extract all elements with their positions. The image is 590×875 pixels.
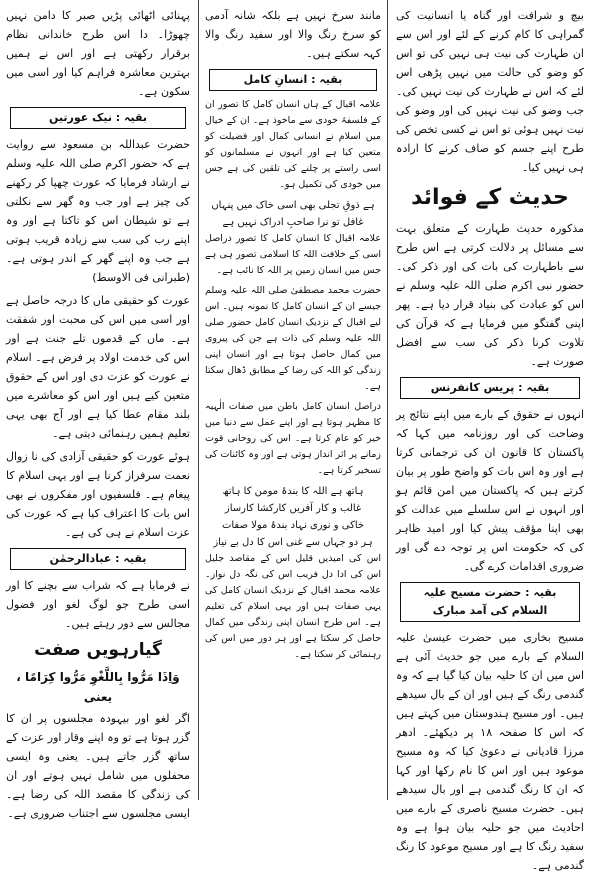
paragraph: دراصل انسان کامل باطن میں صفات الٰہیہ کا مظہر ہوتا ہے اور اپنے عمل سے دنیا میں خیر کو عام کرتا ہے۔ اس کی روحانی قوت زمانے پر اثر انداز ہوتی ہے اور وہ کائنات کی تسخیر کرتا ہے۔ (205, 401, 381, 476)
verse-line: ہر دو جہاں سے غنی اس کا دل بے نیاز (213, 537, 373, 548)
section-box-pious-women: بقیہ : نیک عورتیں (10, 107, 186, 129)
verse-line: غالب و کار آفریں کارکشا کارساز (224, 503, 362, 514)
paragraph: مانند سرخ نہیں ہے بلکہ شانہ آدمی کو سرخ رنگ والا اور سفید رنگ والا کہہ سکتے ہیں۔ (205, 9, 381, 60)
eleventh-quality-heading: گیارہویں صفت (34, 640, 162, 660)
hadith-benefits-heading: حدیث کے فوائد (411, 185, 569, 210)
paragraph: پہنائی اٹھائی پڑیں صبر کا دامن نہیں چھوڑا۔ دا اس طرح خاندانی نظام برقرار رکھتی ہے اور اس نے ہمیں بہترین معاشرہ فراہم کیا اور اسی میں سکون ہے۔ (6, 9, 190, 98)
verse-line: ہے ذوقِ تجلی بھی اسی خاک میں پنہاں (211, 200, 375, 211)
paragraph: حضرت محمد مصطفیٰ صلی اللہ علیہ وسلم جیسے ان کے انسان کامل کا نمونہ ہیں۔ اس لیے اقبال کے نزدیک انسان کامل حضور صلی اللہ علیہ وسلم کی ذات ہے جن کی پیروی میں کمال حاصل ہوتا ہے اور انسان اپنی زندگی کو اللہ کی رضا کے مطابق ڈھال سکتا ہے۔ (205, 285, 381, 392)
left-column (0, 0, 196, 820)
section-box-messiah: بقیہ : حضرت مسیح علیہ السلام کی آمد مبارک (400, 582, 580, 622)
section-box-press-conference: بقیہ : پریس کانفرنس (400, 377, 580, 399)
paragraph: بیچ و شرافت اور گناہ یا انسانیت کی گمراہی کا کام کرنے کے لئے اور اس سے ان طہارت کی نیت ہی نہیں کی تو اس کو وضو کی حالت میں نہیں پڑھی اس لئے کہ اس نے طہارت کی نیت نہیں کی۔ جب وضو کی نیت نہیں کی اور وضو کی نیت نہیں ہوئی تو اس نے کسی تخص کی طرح اپنے جسم کو صاف کرنے کا ارادہ ہی نہیں کیا۔ (396, 9, 584, 174)
paragraph: اس کی امیدیں قلیل اس کے مقاصد جلیل اس کی ادا دل فریب اس کی نگہ دل نواز۔ علامہ محمد اقبال کے نزدیک انسان کامل کی یہی صفات ہیں اور یہی اسلام کی تعلیم ہے۔ اس طرح انسان اپنی زندگی میں کمال حاصل کر سکتا ہے اور ہر دور میں اس کی رہنمائی کر سکتا ہے۔ (205, 553, 381, 660)
paragraph: عورت کو حقیقی ماں کا درجہ حاصل ہے اور اسی میں اس کی محبت اور شفقت ہے۔ ماں کے قدموں تلے جنت ہے اور اس کی خدمت اولاد پر فرض ہے۔ اسلام نے عورت کو عزت دی اور اس کے حقوق متعین کیے ہیں اور اس کو معاشرے میں بلند مقام عطا کیا ہے اور آج بھی یہی تعلیم ہمیں رہنمائی دیتی ہے۔ (6, 294, 190, 440)
paragraph: نے فرمایا ہے کہ شراب سے بچنے کا اور اسی طرح جو لوگ لغو اور فضول مجالس سے دور رہتے ہیں۔ (6, 579, 190, 630)
paragraph: اگر لغو اور بیہودہ مجلسوں پر ان کا گزر ہوتا ہے تو وہ اپنے وقار اور عزت کے ساتھ گزر جاتے ہیں۔ یعنی وہ ایسی محفلوں میں شامل نہیں ہوتے اور ان کی زندگی کا مقصد اللہ کی رضا ہے۔ ایسی مجلسوں سے اجتناب ضروری ہے۔ (6, 712, 190, 820)
middle-column (198, 0, 388, 800)
verse-line: خاکی و نوری نہاد بندۂ مولا صفات (221, 520, 365, 531)
paragraph: علامہ اقبال کا انسان کامل کا تصور دراصل اسی کے خلافت اللہ کا اسلامی تصور ہی ہے جس میں انسان زمین پر اللہ کا نائب ہے۔ (205, 233, 381, 276)
verse-line: غافل تو نرا صاحبِ ادراک نہیں ہے (222, 217, 364, 228)
verse-line: ہاتھ ہے اللہ کا بندۂ مومن کا ہاتھ (222, 486, 364, 497)
paragraph: انہوں نے حقوق کے بارے میں اپنے نتائج پر وضاحت کی اور روزنامہ میں کہا کہ پاکستان کا قانون ان کی ترجمانی کرتا ہے اور وہ اس بات کو واضح طور پر بیان کرتے ہیں کہ پاکستان میں امن قائم ہو اور انہوں نے اس سلسلے میں عدالت کو بھی اپنا مؤقف پیش کیا اور امید ظاہر کی کہ حکومت اس پر توجہ دے گی اور ضروری اقدامات کرے گی۔ (396, 408, 584, 573)
paragraph: ہوئے عورت کو حقیقی آزادی کی نا زوال نعمت سرفراز کرنا ہے اور یہی اسلام کا پیغام ہے۔ فلسفیوں اور مفکروں نے بھی اس بات کا اعتراف کیا ہے کہ عورت کی عزت اسلام نے ہی کی ہے۔ (6, 450, 190, 539)
section-box-insan-e-kamil: بقیہ : انسانِ کامل (209, 69, 377, 91)
paragraph: علامہ اقبال کے ہاں انسان کامل کا تصور ان کے فلسفۂ خودی سے ماخوذ ہے۔ ان کے خیال میں اسلام نے انسانی کمال اور فضیلت کو متعین کیا ہے اور انہوں نے مسلمانوں کو اسی راستے پر چلنے کی تلقین کی ہے جس میں خودی کی تکمیل ہو۔ (205, 99, 381, 190)
right-column (390, 0, 590, 872)
paragraph: مسیح بخاری میں حضرت عیسیٰ علیہ السلام کے بارے میں جو حدیث آئی ہے اس میں ان کا حلیہ بیان کیا گیا ہے کہ وہ گندمی رنگ کے ہیں اور ان کے بال سیدھے ہیں۔ اور مسیح ہندوستان میں کہتے ہیں کہ اس کا صفحہ ۱۸ پر دیکھئے۔ ادھر مرزا قادیانی نے دعویٰ کیا کہ وہ مسیح موعود ہیں اور اس کا نام رکھا اور کہا کہ ان کا رنگ گندمی ہے اور بال سیدھے ہیں۔ حضرت مسیح ناصری کے بارے میں احادیث میں جو حلیہ بیان ہوا ہے وہ سفید رنگ کا ہے اور مسیح موعود کا رنگ گندمی ہے۔ (396, 631, 584, 872)
section-box-ibad-ur-rahman: بقیہ : عبادالرحمٰن (10, 548, 186, 570)
quran-verse-line: وَاِذَا مَرُّوا بِاللَّغْوِ مَرُّوا كِرَامًا ، یعنی (16, 670, 180, 704)
paragraph: حضرت عبداللہ بن مسعود سے روایت ہے کہ حضور اکرم صلی اللہ علیہ وسلم نے ارشاد فرمایا کہ عورت چھپا کر رکھنے کی چیز ہے اور جب وہ گھر سے نکلتی ہے تو شیطان اس کو تاکتا ہے اور وہ اپنے رب کی سب سے زیادہ قریب ہوتی ہے جب وہ اپنے گھر کے اندر ہوتی ہے۔ (طبرانی فی الاوسط) (6, 138, 190, 284)
paragraph: مذکورہ حدیث طہارت کے متعلق بہت سے مسائل پر دلالت کرتی ہے اس طرح سے باطہارت کی بات کی اور ذکر کی۔ حضور نبی اکرم صلی اللہ علیہ وسلم نے اس کو عبادت کی بنیاد قرار دیا ہے۔ پھر اپنی گفتگو میں فرمایا ہے کہ قرآن کی تلاوت کرنا ذکر کی سب سے افضل صورت ہے۔ (396, 222, 584, 368)
